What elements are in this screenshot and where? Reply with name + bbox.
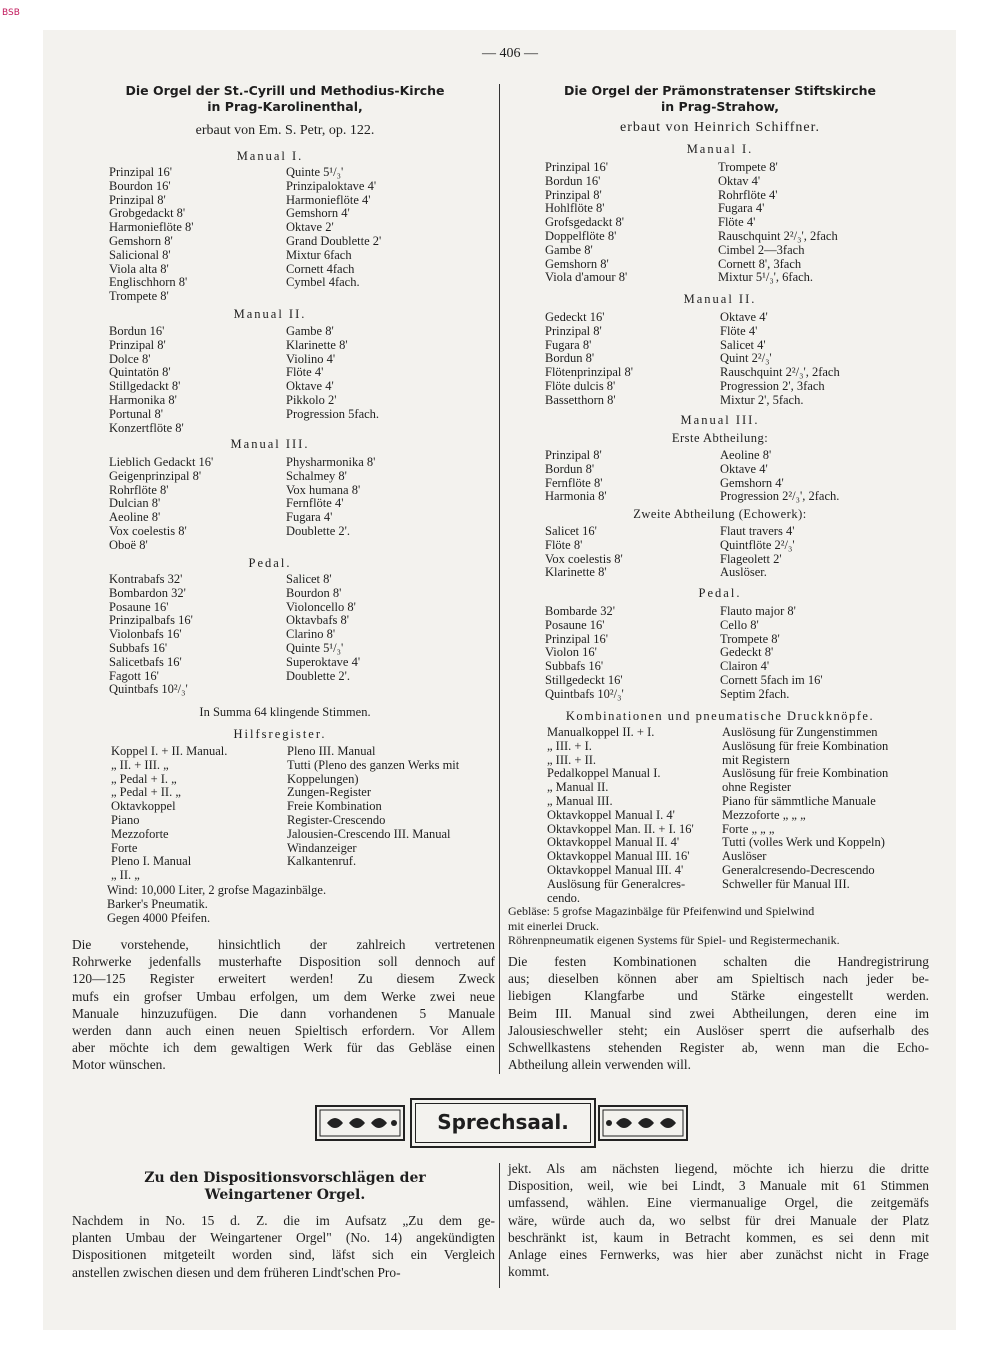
list-item: Grobgedackt 8': [109, 206, 186, 221]
text-line: aus; dieselben können aber am Spieltisch nach jeder be-: [508, 971, 929, 987]
list-item: Portunal 8': [109, 406, 163, 421]
list-item: Zungen-Register: [287, 785, 372, 800]
list-item: Bourdon 16': [109, 178, 171, 193]
list-item: Prinzipalbafs 16': [109, 613, 193, 628]
text-line: wäre, würde auch da, wo selbst für drei Manuale der Platz: [508, 1212, 929, 1228]
list-item: Trompete 8': [109, 289, 169, 304]
text-line: Motor wünschen.: [72, 1057, 166, 1073]
sprechsaal-banner: [315, 1098, 690, 1148]
text-line: Rohrwerke jedenfalls musterhafte Disposition soll dennoch auf: [72, 954, 495, 970]
list-item: Oktavkoppel Manual I. 4': [547, 807, 675, 822]
library-mark: BSB: [2, 8, 20, 18]
text-line: 120—125 Register erweitert werden! Zu diesem Zweck: [72, 971, 495, 987]
list-item: Dolce 8': [109, 351, 151, 366]
list-item: Oktavbafs 8': [286, 613, 350, 628]
list-item: Trompete 8': [718, 160, 778, 174]
list-item: Prinzipal 8': [109, 192, 166, 207]
text-line: Schwellkastens stehenden Register ab, wenn man die Echo-: [508, 1039, 929, 1055]
list-item: Flöte dulcis 8': [545, 378, 616, 393]
list-item: Viola alta 8': [109, 261, 169, 276]
article-right-text: [508, 1160, 929, 1280]
list-item: „ III. + I.: [547, 738, 592, 753]
list-item: Progression 5fach.: [286, 406, 380, 421]
list-item: Flauto major 8': [720, 604, 796, 618]
list-item: Dulcian 8': [109, 496, 161, 511]
list-item: Kalkantenruf.: [287, 854, 357, 869]
list-item: Bordun 8': [545, 351, 595, 366]
list-item: Oktave 4': [720, 461, 768, 476]
text-line: Die vorstehende, hinsichtlich der zahlreich vertretenen: [72, 937, 495, 952]
list-item: Mezzoforte: [111, 826, 169, 841]
text-line: werden dann auch einen neuen Spieltisch erfordern. Vor Allem: [72, 1022, 495, 1038]
list-item: Jalousien-Crescendo III. Manual: [287, 826, 451, 841]
text-line: Anlage eines Fernwerks, was hier aber zunächst nicht in Frage: [508, 1246, 929, 1262]
list-item: Posaune 16': [109, 599, 169, 614]
list-item: Harmonika 8': [109, 392, 177, 407]
left-manual3-heading: Manual III.: [230, 437, 310, 451]
list-item: Flöte 4': [286, 365, 324, 380]
right-manual3-sub1: Erste Abtheilung:: [671, 431, 769, 445]
right-title-line2: in Prag-Strahow,: [661, 99, 779, 114]
right-pedal-col1: [545, 605, 624, 702]
list-item: Geigenprinzipal 8': [109, 468, 202, 483]
list-item: mit einerlei Druck.: [508, 918, 599, 933]
list-item: Bordun 16': [545, 173, 601, 188]
text-line: anstellen zwischen diesen und dem früheren Lindt'schen Pro-: [72, 1264, 401, 1280]
list-item: Quinte 5¹/₃': [286, 640, 344, 655]
list-item: Auslösung für freie Kombination: [722, 738, 889, 753]
right-manual3-sub2: Zweite Abtheilung (Echowerk):: [633, 507, 807, 521]
list-item: Physharmonika 8': [286, 455, 376, 469]
left-pedal-col1: [109, 573, 193, 697]
list-item: Tutti (volles Werk und Koppeln): [722, 835, 885, 850]
list-item: Englischhorn 8': [109, 275, 188, 290]
list-item: Gemshorn 8': [545, 256, 609, 271]
list-item: Violonbafs 16': [109, 627, 182, 642]
right-paragraph: [508, 953, 929, 1073]
list-item: Oktavkoppel: [111, 799, 176, 814]
list-item: Harmonieflöte 8': [109, 220, 194, 235]
list-item: Superoktave 4': [286, 654, 361, 669]
list-item: Viola d'amour 8': [545, 270, 628, 285]
list-item: Posaune 16': [545, 617, 605, 632]
list-item: Barker's Pneumatik.: [107, 896, 208, 911]
list-item: Salicet 16': [545, 524, 597, 538]
left-hilfs-col1: [111, 745, 227, 883]
right-manual1-col1: [545, 161, 627, 285]
list-item: Oboë 8': [109, 537, 148, 552]
list-item: Clairon 4': [720, 659, 770, 674]
list-item: Violon 16': [545, 645, 597, 660]
list-item: Koppel I. + II. Manual.: [111, 744, 228, 758]
right-pedal-heading: Pedal.: [698, 586, 742, 600]
list-item: Rauschquint 2²/₃', 2fach: [720, 365, 840, 380]
list-item: Flöte 4': [720, 323, 758, 338]
list-item: Schalmey 8': [286, 468, 347, 483]
list-item: Gedeckt 16': [545, 310, 605, 324]
list-item: Quintflöte 2²/₃': [720, 537, 795, 552]
list-item: Grofsgedackt 8': [545, 215, 624, 230]
list-item: Oktave 2': [286, 220, 334, 235]
left-manual3-col1: [109, 456, 213, 553]
list-item: Auslöser: [722, 849, 767, 864]
list-item: „ III. + II.: [547, 752, 597, 767]
right-title-line1: Die Orgel der Prämonstratenser Stiftskirche: [563, 83, 877, 98]
list-item: Prinzipaloktave 4': [286, 178, 377, 193]
list-item: Oktavkoppel Manual II. 4': [547, 835, 680, 850]
left-manual2-heading: Manual II.: [233, 307, 307, 321]
list-item: Salicet 4': [720, 337, 766, 352]
list-item: Hohlflöte 8': [545, 201, 605, 216]
list-item: Aeoline 8': [720, 448, 772, 462]
ornament-right-icon: [598, 1105, 688, 1141]
list-item: Mezzoforte „ „ „: [722, 807, 806, 822]
left-manual1-col1: [109, 166, 194, 304]
list-item: Konzertflöte 8': [109, 420, 184, 435]
left-title-line1: Die Orgel der St.-Cyrill und Methodius-Kirche: [125, 83, 445, 98]
list-item: Aeoline 8': [109, 510, 161, 525]
list-item: Progression 2²/₃', 2fach.: [720, 489, 840, 504]
list-item: Gambe 8': [545, 242, 593, 257]
text-line: beschränkt ist, kaum in Betracht kommen, es sei denn mit: [508, 1229, 929, 1245]
list-item: Oktavkoppel Manual III. 16': [547, 849, 690, 864]
page-number: — 406 —: [482, 46, 538, 61]
list-item: Auslösung für Zungenstimmen: [722, 725, 878, 739]
left-hilfs-heading: Hilfsregister.: [233, 727, 327, 741]
list-item: Grand Doublette 2': [286, 233, 382, 248]
text-line: planten Umbau der Weingartener Orgel" (No. 14) angekündigten: [72, 1230, 495, 1246]
list-item: Prinzipal 16': [545, 160, 609, 174]
left-builder: erbaut von Em. S. Petr, op. 122.: [195, 123, 375, 138]
list-item: Gemshorn 4': [286, 206, 350, 221]
list-item: Prinzipal 8': [545, 448, 602, 462]
list-item: Stillgedeckt 16': [545, 672, 623, 687]
list-item: Quinte 5¹/₃': [286, 165, 344, 179]
list-item: Manualkoppel II. + I.: [547, 725, 655, 739]
right-manual3-heading: Manual III.: [680, 413, 760, 427]
list-item: Bassetthorn 8': [545, 392, 616, 407]
list-item: Röhrenpneumatik eigenen Systems für Spiel- und Registermechanik.: [508, 933, 840, 947]
right-manual1-col2: [718, 161, 838, 285]
list-item: Mixtur 2', 5fach.: [720, 392, 804, 407]
right-komb-heading: Kombinationen und pneumatische Druckknöpfe.: [565, 709, 875, 723]
left-manual2-col1: [109, 325, 184, 435]
list-item: Gemshorn 8': [109, 233, 173, 248]
left-paragraph: [72, 936, 495, 1074]
left-manual2-col2: [286, 325, 379, 422]
list-item: Generalcresendo-Decrescendo: [722, 862, 875, 877]
list-item: „ Pedal + II. „: [111, 785, 181, 800]
list-item: Vox coelestis 8': [109, 523, 187, 538]
list-item: Salicetbafs 16': [109, 654, 182, 669]
left-pedal-col2: [286, 573, 360, 683]
list-item: Klarinette 8': [545, 565, 607, 580]
list-item: Cornett 4fach: [286, 261, 355, 276]
list-item: Quintbafs 10²/₃': [109, 682, 188, 697]
text-line: umfassend, wählen. Eine viermanualige Orgel, die zeitgemäfs: [508, 1195, 929, 1211]
list-item: Flaut travers 4': [720, 524, 795, 538]
list-item: Cimbel 2—3fach: [718, 242, 805, 257]
list-item: Vox humana 8': [286, 482, 361, 497]
list-item: Lieblich Gedackt 16': [109, 455, 214, 469]
list-item: Bombarde 32': [545, 604, 615, 618]
list-item: Doublette 2'.: [286, 668, 351, 683]
list-item: Gedeckt 8': [720, 645, 774, 660]
column-divider: [499, 84, 500, 1074]
list-item: Freie Kombination: [287, 799, 382, 814]
list-item: „ Pedal + I. „: [111, 771, 177, 786]
list-item: „ Manual II.: [547, 780, 609, 795]
list-item: Progression 2', 3fach: [720, 378, 825, 393]
list-item: Windanzeiger: [287, 840, 357, 855]
right-manual2-heading: Manual II.: [683, 292, 757, 306]
list-item: Trompete 8': [720, 631, 780, 646]
left-pedal-heading: Pedal.: [248, 556, 292, 570]
text-line: Beim III. Manual sind zwei Abtheilungen, deren eine im: [508, 1005, 929, 1021]
list-item: Flötenprinzipal 8': [545, 365, 634, 380]
right-manual2-col2: [720, 311, 840, 408]
list-item: Quintbafs 10²/₃': [545, 686, 624, 701]
list-item: Prinzipal 16': [109, 165, 173, 179]
list-item: Gegen 4000 Pfeifen.: [107, 910, 211, 925]
list-item: Doublette 2'.: [286, 523, 351, 538]
list-item: Septim 2fach.: [720, 686, 790, 701]
list-item: Flöte 4': [718, 215, 756, 230]
list-item: Pedalkoppel Manual I.: [547, 766, 661, 781]
list-item: Prinzipal 16': [545, 631, 609, 646]
list-item: Pleno I. Manual: [111, 854, 192, 869]
sprechsaal-title-box: [410, 1098, 596, 1148]
text-line: kommt.: [508, 1264, 550, 1280]
list-item: Violino 4': [286, 351, 336, 366]
left-manual1-col2: [286, 166, 381, 290]
list-item: Oktavkoppel Manual III. 4': [547, 862, 684, 877]
list-item: Vox coelestis 8': [545, 551, 623, 566]
right-manual3b-col1: [545, 525, 623, 580]
text-line: liebigen Klangfarbe und Stärke eingestellt werden.: [508, 988, 929, 1004]
list-item: Oktave 4': [286, 379, 334, 394]
left-wind: [107, 884, 326, 925]
list-item: Cornett 8', 3fach: [718, 256, 802, 271]
list-item: Flöte 8': [545, 537, 583, 552]
list-item: Harmonieflöte 4': [286, 192, 371, 207]
list-item: Bordun 16': [109, 324, 165, 338]
article-title-line1: Zu den Dispositionsvorschlägen der: [144, 1170, 426, 1186]
list-item: Pikkolo 2': [286, 392, 337, 407]
text-line: jekt. Als am nächsten liegend, möchte ich hierzu die dritte: [508, 1161, 929, 1176]
list-item: Klarinette 8': [286, 337, 348, 352]
list-item: Schweller für Manual III.: [722, 876, 850, 891]
list-item: Forte: [111, 840, 138, 855]
right-pedal-col2: [720, 605, 823, 702]
right-manual2-col1: [545, 311, 633, 408]
list-item: Doppelflöte 8': [545, 228, 617, 243]
list-item: „ II. „: [111, 868, 140, 883]
list-item: Bombardon 32': [109, 585, 186, 600]
list-item: Fernflöte 4': [286, 496, 344, 511]
right-manual3a-col1: [545, 449, 607, 504]
left-total: In Summa 64 klingende Stimmen.: [199, 705, 371, 719]
text-line: Dispositionen mitgeteilt worden sind, läfst sich ein Vergleich: [72, 1247, 495, 1263]
right-manual3b-col2: [720, 525, 795, 580]
list-item: „ II. + III. „: [111, 757, 169, 772]
sprechsaal-title: Sprechsaal.: [437, 1110, 569, 1134]
list-item: Auslösung für Generalcres-: [547, 876, 686, 891]
ornament-left-icon: [315, 1105, 405, 1141]
list-item: Quint 2²/₃': [720, 351, 772, 366]
text-line: mufs ein grofser Umbau erfolgen, um dem Werke zwei neue: [72, 988, 495, 1004]
list-item: Cello 8': [720, 617, 759, 632]
list-item: Violoncello 8': [286, 599, 356, 614]
list-item: Flageolett 2': [720, 551, 782, 566]
list-item: Auslöser.: [720, 565, 767, 580]
list-item: Bordun 8': [545, 461, 595, 476]
left-title-line2: in Prag-Karolinenthal,: [207, 99, 363, 114]
list-item: Auslösung für freie Kombination: [722, 766, 889, 781]
list-item: Rohrflöte 4': [718, 187, 778, 202]
list-item: Wind: 10,000 Liter, 2 grofse Magazinbälge.: [107, 883, 327, 897]
list-item: Cymbel 4fach.: [286, 275, 360, 290]
list-item: Oktavkoppel Man. II. + I. 16': [547, 821, 694, 836]
list-item: Gambe 8': [286, 324, 334, 338]
right-komb-col1: [547, 726, 694, 905]
list-item: Subbafs 16': [109, 640, 168, 655]
text-line: aber möchte ich dem gewaltigen Werk für das Gebläse einen: [72, 1040, 495, 1056]
left-hilfs-col2: [287, 745, 459, 869]
list-item: Salicional 8': [109, 247, 171, 262]
left-manual3-col2: [286, 456, 375, 539]
list-item: Prinzipal 8': [545, 323, 602, 338]
list-item: Mixtur 5¹/₃', 6fach.: [718, 270, 814, 285]
list-item: Tutti (Pleno des ganzen Werks mit: [287, 757, 460, 772]
list-item: Cornett 5fach im 16': [720, 672, 823, 687]
text-line: Nachdem in No. 15 d. Z. die im Aufsatz „Zu dem ge-: [72, 1213, 495, 1228]
list-item: Subbafs 16': [545, 659, 604, 674]
right-manual3a-col2: [720, 449, 839, 504]
list-item: Bourdon 8': [286, 585, 342, 600]
list-item: „ Manual III.: [547, 793, 613, 808]
list-item: Kontrabafs 32': [109, 572, 183, 586]
text-line: Abtheilung allein verwenden will.: [508, 1057, 691, 1073]
right-geblaese: [508, 904, 928, 948]
article-left-text: [72, 1212, 495, 1281]
list-item: Oktave 4': [720, 310, 768, 324]
left-manual1-heading: Manual I.: [236, 149, 304, 163]
list-item: Rauschquint 2²/₃', 2fach: [718, 228, 838, 243]
list-item: Fernflöte 8': [545, 475, 603, 490]
list-item: Quintatön 8': [109, 365, 171, 380]
list-item: Forte „ „ „: [722, 821, 775, 836]
list-item: Piano für sämmtliche Manuale: [722, 793, 876, 808]
list-item: Rohrflöte 8': [109, 482, 169, 497]
list-item: Oktav 4': [718, 173, 761, 188]
list-item: Mixtur 6fach: [286, 247, 352, 262]
right-manual1-heading: Manual I.: [686, 142, 754, 156]
list-item: Piano: [111, 812, 140, 827]
list-item: Fugara 4': [286, 510, 333, 525]
list-item: Prinzipal 8': [545, 187, 602, 202]
list-item: mit Registern: [722, 752, 790, 767]
list-item: Harmonia 8': [545, 489, 607, 504]
list-item: Koppelungen): [287, 771, 359, 786]
list-item: Gemshorn 4': [720, 475, 784, 490]
right-komb-col2: [722, 726, 888, 892]
list-item: Gebläse: 5 grofse Magazinbälge für Pfeifenwind und Spielwind: [508, 904, 815, 918]
list-item: ohne Register: [722, 780, 792, 795]
list-item: cendo.: [547, 890, 580, 905]
list-item: Prinzipal 8': [109, 337, 166, 352]
text-line: Die festen Kombinationen schalten die Handregistrirung: [508, 954, 929, 969]
list-item: Register-Crescendo: [287, 812, 386, 827]
list-item: Stillgedackt 8': [109, 379, 181, 394]
list-item: Fugara 8': [545, 337, 592, 352]
text-line: Jalousieschweller steht; ein Auslöser sperrt die aufserhalb des: [508, 1022, 929, 1038]
text-line: Manuale hinzuzufügen. Die dann vorhandenen 5 Manuale: [72, 1005, 495, 1021]
list-item: Fugara 4': [718, 201, 765, 216]
list-item: Fagott 16': [109, 668, 159, 683]
list-item: Clarino 8': [286, 627, 336, 642]
right-builder: erbaut von Heinrich Schiffner.: [619, 120, 821, 135]
text-line: Disposition, weil, wie bei Lindt, 3 Manuale mit 61 Stimmen: [508, 1178, 929, 1194]
column-divider-lower: [499, 1163, 500, 1288]
list-item: Pleno III. Manual: [287, 744, 376, 758]
article-title-line2: Weingartener Orgel.: [204, 1187, 366, 1203]
list-item: Salicet 8': [286, 572, 332, 586]
